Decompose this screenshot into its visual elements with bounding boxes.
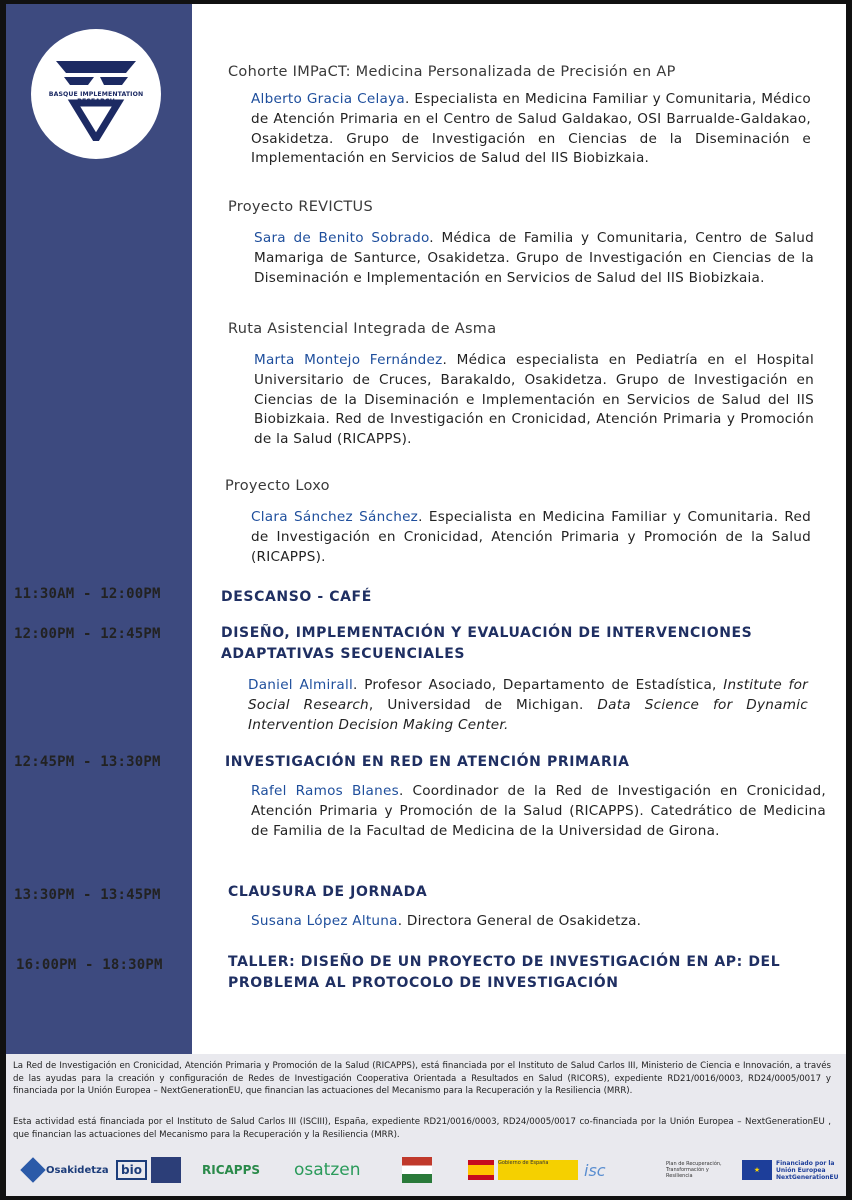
logo-text: BASQUE IMPLEMENTATION RESEARCH (48, 91, 144, 105)
speaker-description: . Profesor Asociado, Departamento de Estadística, (353, 677, 724, 693)
speaker-bio (251, 912, 826, 932)
speaker-name: Rafel Ramos Blanes (251, 783, 399, 799)
agenda-item-title: CLAUSURA DE JORNADA (228, 884, 428, 900)
speaker-bio (248, 676, 808, 735)
session-title: Cohorte IMPaCT: Medicina Personalizada de Precisión en AP (228, 64, 676, 80)
eu-flag-icon: ★ (742, 1160, 772, 1180)
speaker-description: . Médica especialista en Pediatría en el Hospital Universitario de Cruces, Barakaldo, Osakidetza. Grupo de Investigación en Ciencias de la Diseminación e Implementación en Servicios de Salud del IIS Biobizkaia. Red de Investigación en Cronicidad, Atención Primaria y Promoción de la Salud (RICAPPS). (254, 352, 814, 448)
time-slot: 12:00PM - 12:45PM (14, 626, 161, 642)
speaker-bio (254, 351, 814, 450)
speaker-name: Daniel Almirall (248, 677, 354, 693)
session-title: Proyecto Loxo (225, 478, 330, 494)
logo (31, 29, 161, 159)
speaker-bio (251, 782, 826, 841)
speaker-bio (254, 229, 814, 288)
isciii-logo: isc (584, 1160, 606, 1180)
speaker-affiliation: Data Science for Dynamic Intervention Decision Making Center. (248, 696, 809, 733)
plan-recuperacion-logo: Plan de Recuperación, Transformación y Resiliencia (666, 1161, 722, 1179)
speaker-affiliation: Institute for Social Research (248, 677, 808, 713)
time-slot: 12:45PM - 13:30PM (14, 754, 161, 770)
session-title: Proyecto REVICTUS (228, 199, 373, 215)
speaker-description: . Coordinador de la Red de Investigación en Cronicidad, Atención Primaria y Promoción de la Salud (RICAPPS). Catedrático de Medicina de Familia de la Facultad de Medicina de la Universidad de Girona. (251, 783, 827, 839)
speaker-description: , Universidad de Michigan. (368, 696, 598, 713)
agenda-item-title: INVESTIGACIÓN EN RED EN ATENCIÓN PRIMARIA (225, 754, 630, 770)
session-title: Ruta Asistencial Integrada de Asma (228, 321, 497, 337)
gobierno-espana-logo: Gobierno de España (468, 1152, 578, 1188)
osakidetza-logo: Osakidetza (24, 1152, 109, 1188)
eusko-jaurlaritza-logo (402, 1152, 432, 1188)
speaker-description: . Especialista en Medicina Familiar y Comunitaria. Red de Investigación en Cronicidad, Atención Primaria y Promoción de la Salud (RICAPPS). (251, 509, 811, 565)
eu-nextgen-logo: ★ Financiado por la Unión Europea NextGenerationEU (742, 1152, 838, 1188)
speaker-name: Sara de Benito Sobrado (254, 230, 430, 246)
agenda-item-title: DISEÑO, IMPLEMENTACIÓN Y EVALUACIÓN DE INTERVENCIONES ADAPTATIVAS SECUENCIALES (221, 625, 753, 662)
speaker-name: Alberto Gracia Celaya (251, 91, 405, 107)
bio-banner-icon (151, 1157, 181, 1183)
speaker-name: Susana López Altuna (251, 913, 398, 929)
funding-note: La Red de Investigación en Cronicidad, Atención Primaria y Promoción de la Salud (RICAPPS), está financiada por el Instituto de Salud Carlos III, Ministerio de Ciencia e Innovación, a través de las ayudas para la creación y configuración de Redes de Investigación Cooperativa Orientada a Resultados en Salud (RICORS), expediente RD21/0016/0003, RD24/0005/0017 y financiada por la Unión Europea – NextGenerationEU, que financian las actuaciones del Mecanismo para la Recuperación y la Resiliencia (MRR). (13, 1061, 831, 1096)
speaker-description: . Especialista en Medicina Familiar y Comunitaria, Médico de Atención Primaria en el Centro de Salud Galdakao, OSI Barrualde-Galdakao, Osakidetza. Grupo de Investigación en Ciencias de la Diseminación e Implementación en Servicios de Salud del IIS Biobizkaia. (251, 91, 811, 167)
agenda-item-title: DESCANSO - CAFÉ (221, 589, 372, 605)
osakidetza-icon (20, 1157, 45, 1182)
spain-flag-icon (468, 1160, 494, 1180)
speaker-description: . Directora General de Osakidetza. (397, 913, 642, 929)
time-slot: 11:30AM - 12:00PM (14, 586, 161, 602)
bio-logo: bio (116, 1152, 181, 1188)
speaker-bio (251, 508, 811, 567)
agenda-page (6, 4, 846, 1196)
speaker-name: Marta Montejo Fernández (254, 352, 443, 368)
time-slot: 13:30PM - 13:45PM (14, 887, 161, 903)
speaker-description: . Médica de Familia y Comunitaria, Centro de Salud Mamariga de Santurce, Osakidetza. Grupo de Investigación en Ciencias de la Diseminación e Implementación en Servicios de Salud del IIS Biobizkaia. (254, 230, 815, 286)
time-slot: 16:00PM - 18:30PM (16, 957, 163, 973)
basque-flag-icon (402, 1157, 432, 1183)
agenda-item-title: TALLER: DISEÑO DE UN PROYECTO DE INVESTIGACIÓN EN AP: DEL PROBLEMA AL PROTOCOLO DE INVESTIGACIÓN (228, 954, 781, 991)
ricapps-logo: RICAPPS (202, 1163, 261, 1177)
speaker-bio (251, 90, 811, 169)
speaker-name: Clara Sánchez Sánchez (251, 509, 419, 525)
funding-note: Esta actividad está financiada por el Instituto de Salud Carlos III (ISCIII), España, expediente RD21/0016/0003, RD24/0005/0017 co-financiada por la Unión Europea – NextGenerationEU , que financian las actuaciones del Mecanismo para la Recuperación y la Resiliencia (MRR). (13, 1117, 831, 1140)
osatzen-logo: osatzen (294, 1160, 361, 1180)
